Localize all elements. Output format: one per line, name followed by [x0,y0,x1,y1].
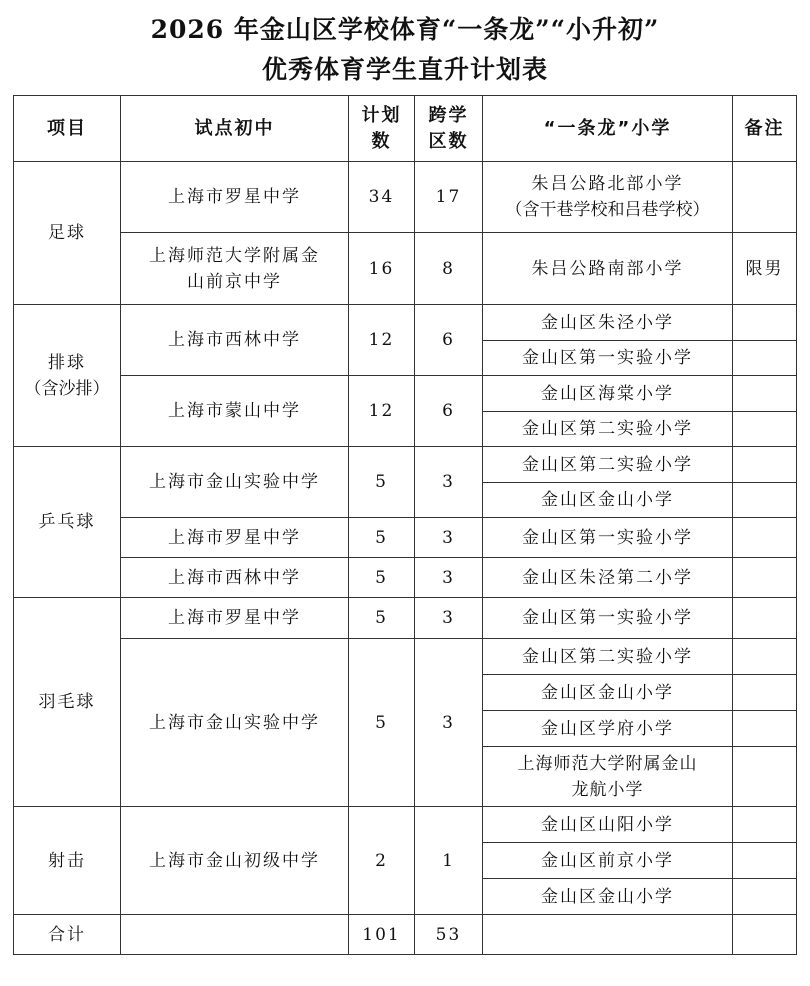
primary-school-cell: 金山区前京小学 [483,843,733,879]
middle-school-cell: 上海市罗星中学 [121,518,349,558]
primary-school-cell: 金山区第二实验小学 [483,412,733,447]
middle-school-cell: 上海市罗星中学 [121,598,349,639]
remark-cell [733,747,797,807]
plan-count-cell: 5 [349,518,415,558]
plan-count-cell: 12 [349,305,415,376]
cross-district-cell: 3 [415,447,483,518]
remark-cell [733,879,797,915]
total-middle-school-cell [121,915,349,955]
primary-school-cell: 金山区金山小学 [483,879,733,915]
table-row [14,376,797,412]
primary-school-cell: 金山区金山小学 [483,675,733,711]
cross-district-cell: 6 [415,376,483,447]
remark-cell [733,412,797,447]
table-row [14,162,797,233]
document-title-line1: 2026 年金山区学校体育“一条龙”“小升初” [150,15,660,44]
header-cross-district-line2: 区数 [428,130,469,152]
primary-school-line2: 龙航小学 [571,779,644,800]
total-remark-cell [733,915,797,955]
cross-district-cell: 6 [415,305,483,376]
project-cell: 足球 [14,162,121,305]
primary-school-cell: 金山区第一实验小学 [483,341,733,376]
remark-cell [733,711,797,747]
header-pilot-school: 试点初中 [121,96,349,162]
cross-district-cell: 17 [415,162,483,233]
primary-school-cell: 金山区朱泾小学 [483,305,733,341]
remark-cell [733,843,797,879]
project-cell: 射击 [14,807,121,915]
project-cell [14,305,121,447]
primary-school-cell: 金山区金山小学 [483,483,733,518]
table-row [14,807,797,843]
remark-cell: 限男 [733,233,797,305]
primary-school-line2: （含干巷学校和吕巷学校） [505,200,710,220]
remark-cell [733,518,797,558]
primary-school-cell [483,747,733,807]
project-cell: 乒乓球 [14,447,121,598]
primary-school-cell: 金山区海棠小学 [483,376,733,412]
plan-count-cell: 5 [349,598,415,639]
header-plan-count-line1: 计划 [361,104,402,126]
primary-school-cell: 金山区山阳小学 [483,807,733,843]
primary-school-line1: 朱吕公路北部小学 [531,174,684,194]
remark-cell [733,675,797,711]
header-project: 项目 [14,96,121,162]
remark-cell [733,807,797,843]
middle-school-cell: 上海市金山初级中学 [121,807,349,915]
table-row [14,305,797,341]
primary-school-cell: 金山区第一实验小学 [483,598,733,639]
plan-count-cell: 5 [349,558,415,598]
primary-school-cell: 朱吕公路南部小学 [483,233,733,305]
total-label-cell: 合计 [14,915,121,955]
plan-count-cell: 5 [349,639,415,807]
header-primary-school: “一条龙”小学 [483,96,733,162]
middle-school-line1: 上海师范大学附属金 [149,245,320,266]
primary-school-cell: 金山区学府小学 [483,711,733,747]
remark-cell [733,305,797,341]
plan-count-cell: 34 [349,162,415,233]
primary-school-cell: 金山区第二实验小学 [483,447,733,483]
plan-table [13,95,797,955]
cross-district-cell: 3 [415,558,483,598]
table-row [14,447,797,483]
remark-cell [733,341,797,376]
table-row [14,558,797,598]
middle-school-cell: 上海市金山实验中学 [121,447,349,518]
cross-district-cell: 3 [415,518,483,558]
table-row [14,639,797,675]
project-line2: （含沙排） [24,378,110,399]
table-row [14,598,797,639]
middle-school-line2: 山前京中学 [187,271,282,292]
cross-district-cell: 1 [415,807,483,915]
cross-district-cell: 3 [415,598,483,639]
middle-school-cell: 上海市罗星中学 [121,162,349,233]
total-row [14,915,797,955]
document-title-line2: 优秀体育学生直升计划表 [261,55,548,84]
plan-count-cell: 16 [349,233,415,305]
primary-school-cell: 金山区第一实验小学 [483,518,733,558]
plan-count-cell: 2 [349,807,415,915]
middle-school-cell: 上海市蒙山中学 [121,376,349,447]
remark-cell [733,558,797,598]
header-cross-district [415,96,483,162]
header-plan-count-line2: 数 [371,130,392,152]
cross-district-cell: 3 [415,639,483,807]
middle-school-cell: 上海市西林中学 [121,558,349,598]
remark-cell [733,376,797,412]
primary-school-cell: 金山区朱泾第二小学 [483,558,733,598]
table-header-row [14,96,797,162]
middle-school-cell: 上海市金山实验中学 [121,639,349,807]
primary-school-line1: 上海师范大学附属金山 [517,753,698,774]
total-cross-district-cell: 53 [415,915,483,955]
middle-school-cell [121,233,349,305]
primary-school-cell: 金山区第二实验小学 [483,639,733,675]
project-cell: 羽毛球 [14,598,121,807]
header-cross-district-line1: 跨学 [428,104,469,126]
cross-district-cell: 8 [415,233,483,305]
project-line1: 排球 [48,352,86,373]
primary-school-cell [483,162,733,233]
header-plan-count [349,96,415,162]
table-row [14,518,797,558]
middle-school-cell: 上海市西林中学 [121,305,349,376]
remark-cell [733,483,797,518]
remark-cell [733,639,797,675]
total-plan-count-cell: 101 [349,915,415,955]
table-row [14,233,797,305]
remark-cell [733,162,797,233]
plan-count-cell: 12 [349,376,415,447]
total-primary-school-cell [483,915,733,955]
plan-count-cell: 5 [349,447,415,518]
remark-cell [733,598,797,639]
remark-cell [733,447,797,483]
header-remark: 备注 [733,96,797,162]
